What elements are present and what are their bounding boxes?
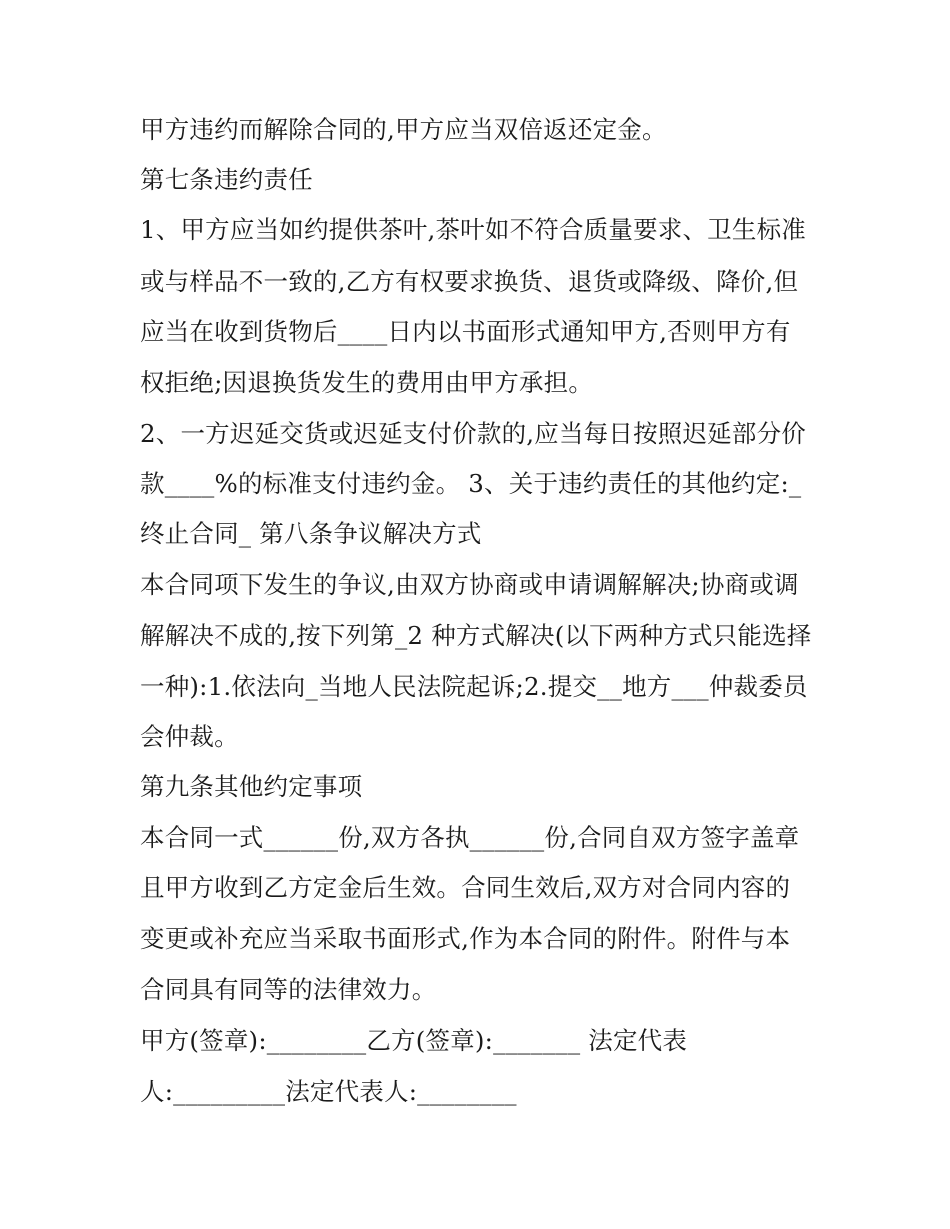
text-line-13: 会仲裁。 [140, 722, 239, 751]
text-line-18: 合同具有同等的法律效力。 [140, 975, 437, 1004]
text-line-8: 款____%的标准支付违约金。 3、关于违约责任的其他约定:_ [140, 469, 802, 498]
text-line-3: 1、甲方应当如约提供茶叶,茶叶如不符合质量要求、卫生标准 [140, 215, 806, 244]
article-7-heading: 第七条违约责任 [140, 165, 313, 194]
text-line-6: 权拒绝;因退换货发生的费用由甲方承担。 [140, 368, 594, 397]
text-line-12: 一种):1.依法向_当地人民法院起诉;2.提交__地方___仲裁委员 [140, 672, 808, 701]
text-line-15: 本合同一式______份,双方各执______份,合同自双方签字盖章 [140, 823, 800, 852]
signature-line-2: 人:_________法定代表人:________ [140, 1077, 517, 1106]
article-9-heading: 第九条其他约定事项 [140, 772, 363, 801]
text-line-17: 变更或补充应当采取书面形式,作为本合同的附件。附件与本 [140, 924, 791, 953]
text-line-5: 应当在收到货物后____日内以书面形式通知甲方,否则甲方有 [140, 317, 791, 346]
signature-line-1: 甲方(签章):________乙方(签章):_______ 法定代表 [140, 1026, 688, 1055]
text-line-11: 解解决不成的,按下列第_2 种方式解决(以下两种方式只能选择 [140, 621, 812, 650]
text-line-1: 甲方违约而解除合同的,甲方应当双倍返还定金。 [140, 115, 667, 144]
text-line-7: 2、一方迟延交货或迟延支付价款的,应当每日按照迟延部分价 [140, 419, 806, 448]
text-line-4: 或与样品不一致的,乙方有权要求换货、退货或降级、降价,但 [140, 267, 799, 296]
text-line-10: 本合同项下发生的争议,由双方协商或申请调解解决;协商或调 [140, 570, 799, 599]
text-line-16: 且甲方收到乙方定金后生效。合同生效后,双方对合同内容的 [140, 873, 791, 902]
text-line-9: 终止合同_ 第八条争议解决方式 [140, 519, 482, 548]
